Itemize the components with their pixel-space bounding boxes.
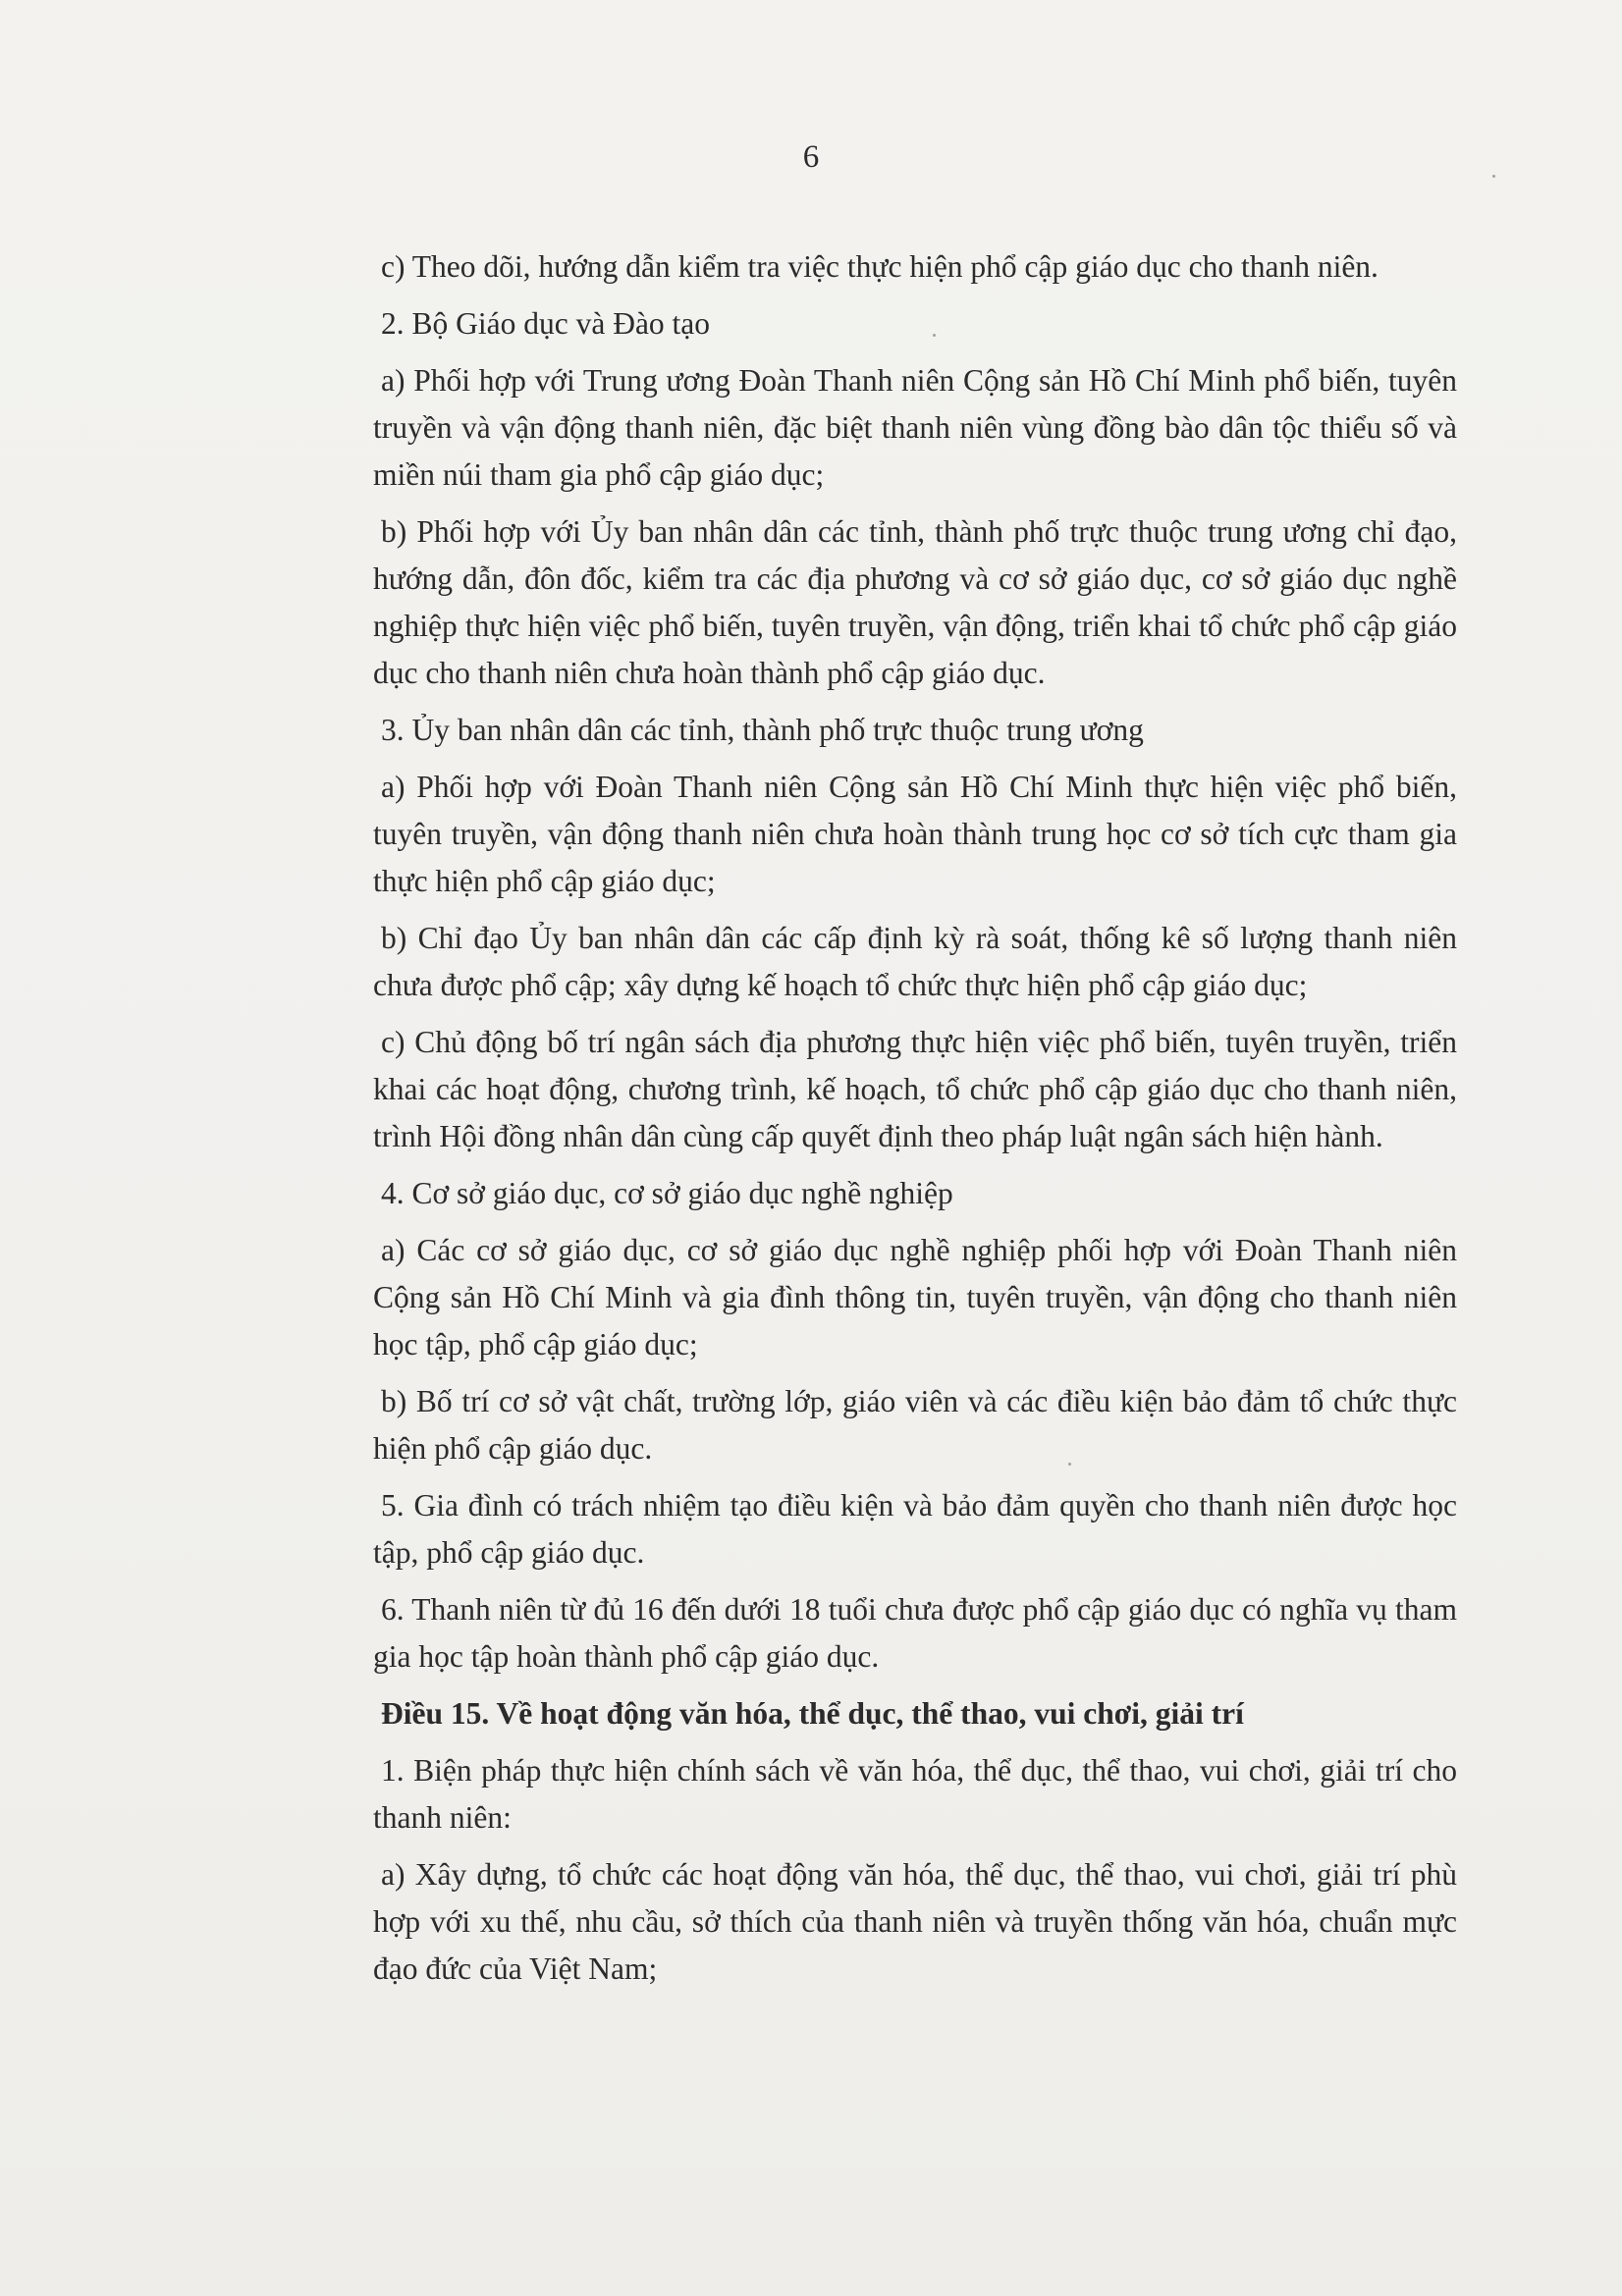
paragraph-1c-monitoring: c) Theo dõi, hướng dẫn kiểm tra việc thực hiện phổ cập giáo dục cho thanh niên. <box>381 249 1379 284</box>
scan-speck <box>1492 175 1495 178</box>
paragraph-2a: a) Phối hợp với Trung ương Đoàn Thanh niên Cộng sản Hồ Chí Minh phổ biến, tuyên truyền và vận động thanh niên, đặc biệt thanh niên vùng đồng bào dân tộc thiểu số và miền núi tham gia phổ cập giáo dục; <box>373 363 1457 492</box>
section-4-educational-institutions: 4. Cơ sở giáo dục, cơ sở giáo dục nghề nghiệp <box>381 1176 953 1210</box>
section-2-ministry-of-education: 2. Bộ Giáo dục và Đào tạo <box>381 306 711 341</box>
article-15-heading: Điều 15. Về hoạt động văn hóa, thể dục, thể thao, vui chơi, giải trí <box>381 1696 1244 1731</box>
section-6-youth-obligation: 6. Thanh niên từ đủ 16 đến dưới 18 tuổi chưa được phổ cập giáo dục có nghĩa vụ tham gia học tập hoàn thành phổ cập giáo dục. <box>373 1592 1457 1674</box>
page-number: 6 <box>802 139 820 175</box>
paragraph-4a: a) Các cơ sở giáo dục, cơ sở giáo dục nghề nghiệp phối hợp với Đoàn Thanh niên Cộng sản Hồ Chí Minh và gia đình thông tin, tuyên truyền, vận động cho thanh niên học tập, phổ cập giáo dục; <box>373 1233 1457 1362</box>
section-3-provincial-committees: 3. Ủy ban nhân dân các tỉnh, thành phố trực thuộc trung ương <box>381 713 1144 747</box>
scan-speck <box>933 334 936 337</box>
scan-speck <box>1068 1463 1071 1466</box>
article-15-item-1a: a) Xây dựng, tổ chức các hoạt động văn hóa, thể dục, thể thao, vui chơi, giải trí phù hợp với xu thế, nhu cầu, sở thích của thanh niên và truyền thống văn hóa, chuẩn mực đạo đức của Việt Nam; <box>373 1857 1457 1986</box>
section-5-family: 5. Gia đình có trách nhiệm tạo điều kiện và bảo đảm quyền cho thanh niên được học tập, phổ cập giáo dục. <box>373 1488 1457 1570</box>
paragraph-3c: c) Chủ động bố trí ngân sách địa phương thực hiện việc phổ biến, tuyên truyền, triển khai các hoạt động, chương trình, kế hoạch, tổ chức phổ cập giáo dục cho thanh niên, trình Hội đồng nhân dân cùng cấp quyết định theo pháp luật ngân sách hiện hành. <box>373 1025 1457 1153</box>
paragraph-2b: b) Phối hợp với Ủy ban nhân dân các tỉnh, thành phố trực thuộc trung ương chỉ đạo, hướng dẫn, đôn đốc, kiểm tra các địa phương và cơ sở giáo dục, cơ sở giáo dục nghề nghiệp thực hiện việc phổ biến, tuyên truyền, vận động, triển khai tổ chức phổ cập giáo dục cho thanh niên chưa hoàn thành phổ cập giáo dục. <box>373 514 1457 690</box>
paragraph-3b: b) Chỉ đạo Ủy ban nhân dân các cấp định kỳ rà soát, thống kê số lượng thanh niên chưa được phổ cập; xây dựng kế hoạch tổ chức thực hiện phổ cập giáo dục; <box>373 921 1457 1002</box>
article-15-item-1: 1. Biện pháp thực hiện chính sách về văn hóa, thể dục, thể thao, vui chơi, giải trí cho thanh niên: <box>373 1753 1457 1835</box>
paragraph-3a: a) Phối hợp với Đoàn Thanh niên Cộng sản Hồ Chí Minh thực hiện việc phổ biến, tuyên truyền, vận động thanh niên chưa hoàn thành trung học cơ sở tích cực tham gia thực hiện phổ cập giáo dục; <box>373 770 1457 898</box>
paragraph-4b: b) Bố trí cơ sở vật chất, trường lớp, giáo viên và các điều kiện bảo đảm tổ chức thực hiện phổ cập giáo dục. <box>373 1384 1457 1466</box>
document-body <box>373 243 1457 2002</box>
